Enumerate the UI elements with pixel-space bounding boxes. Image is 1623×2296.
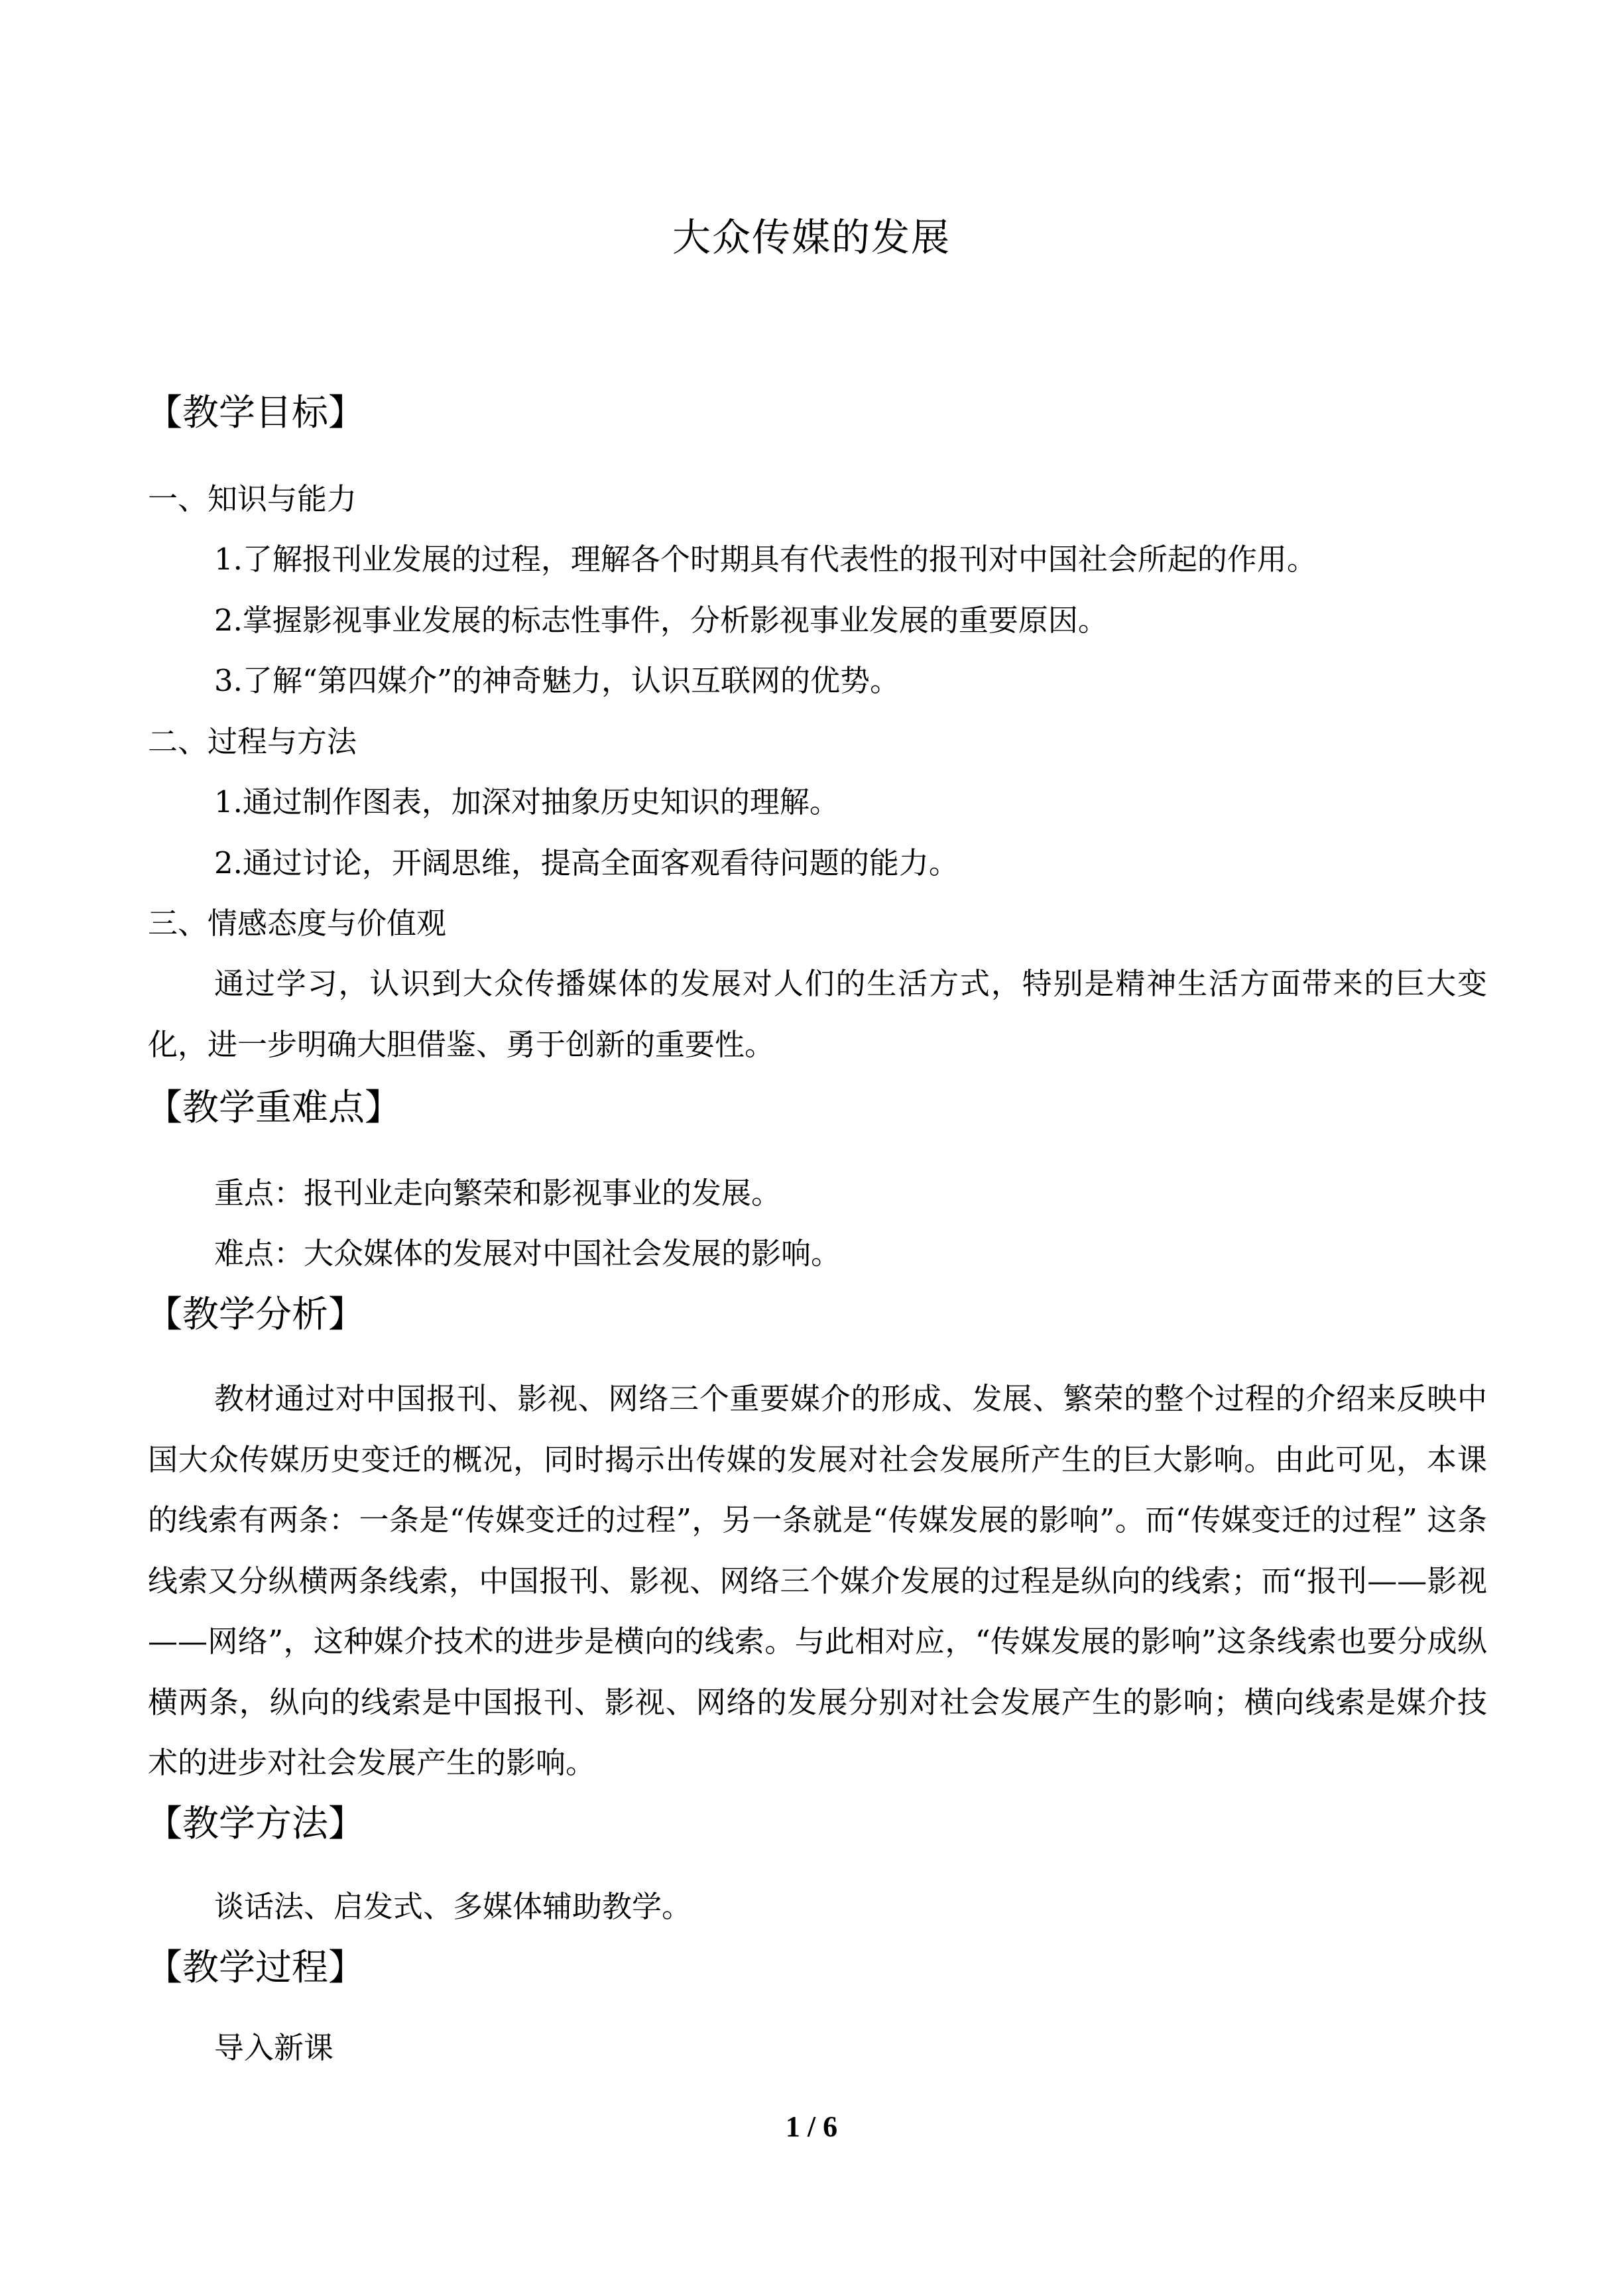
list-item: 2.通过讨论，开阔思维，提高全面客观看待问题的能力。 xyxy=(214,845,959,880)
list-item: 3.了解“第四媒介”的神奇魅力，认识互联网的优势。 xyxy=(214,663,900,698)
section-heading-methods: 【教学方法】 xyxy=(146,1802,365,1844)
values-paragraph: 通过学习，认识到大众传播媒体的发展对人们的生活方式，特别是精神生活方面带来的巨大变化，进一步明确大胆借鉴、勇于创新的重要性。 xyxy=(148,966,1487,1062)
subsection-label-knowledge: 一、知识与能力 xyxy=(148,481,357,516)
section-heading-key-points: 【教学重难点】 xyxy=(146,1086,402,1128)
subsection-label-process: 二、过程与方法 xyxy=(148,724,357,759)
list-item: 1.了解报刊业发展的过程，理解各个时期具有代表性的报刊对中国社会所起的作用。 xyxy=(214,542,1317,577)
section-heading-analysis: 【教学分析】 xyxy=(146,1293,365,1335)
page-number: 1 / 6 xyxy=(785,2110,838,2143)
difficulty-text: 难点：大众媒体的发展对中国社会发展的影响。 xyxy=(214,1236,841,1271)
methods-text: 谈话法、启发式、多媒体辅助教学。 xyxy=(214,1889,692,1924)
list-item: 1.通过制作图表，加深对抽象历史知识的理解。 xyxy=(214,784,839,819)
section-heading-process: 【教学过程】 xyxy=(146,1946,365,1988)
list-item: 2.掌握影视事业发展的标志性事件，分析影视事业发展的重要原因。 xyxy=(214,603,1108,638)
process-text: 导入新课 xyxy=(214,2030,334,2065)
subsection-label-values: 三、情感态度与价值观 xyxy=(148,906,447,941)
focus-text: 重点：报刊业走向繁荣和影视事业的发展。 xyxy=(214,1176,782,1211)
section-heading-objectives: 【教学目标】 xyxy=(146,391,365,434)
page-title: 大众传媒的发展 xyxy=(672,215,951,260)
analysis-paragraph: 教材通过对中国报刊、影视、网络三个重要媒介的形成、发展、繁荣的整个过程的介绍来反映中国大众传媒历史变迁的概况，同时揭示出传媒的发展对社会发展所产生的巨大影响。由此可见，本课的线索有两条：一条是“传媒变迁的过程”，另一条就是“传媒发展的影响”。而“传媒变迁的过程” 这条线索又分纵横两条线索，中国报刊、影视、网络三个媒介发展的过程是纵向的线索；而“报刊——影视——网络”，这种媒介技术的进步是横向的线索。与此相对应，“传媒发展的影响”这条线索也要分成纵横两条，纵向的线索是中国报刊、影视、网络的发展分别对社会发展产生的影响；横向线索是媒介技术的进步对社会发展产生的影响。 xyxy=(148,1381,1487,1780)
